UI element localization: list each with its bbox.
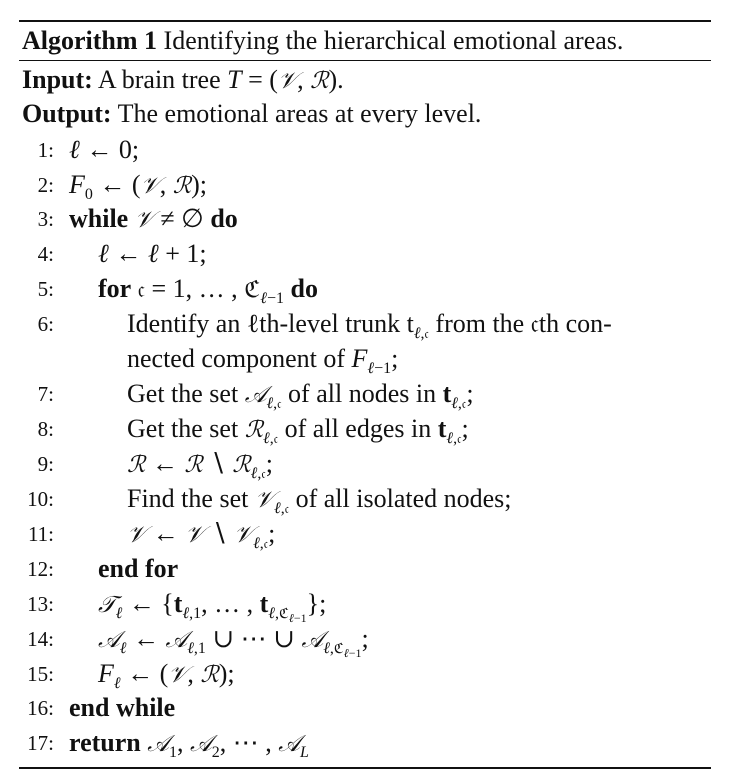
input-tree-symbol: T xyxy=(227,65,242,94)
code-line-7: Get the set 𝒜$_{\ell,𝔠}$ of all nodes in $t_{\ell,𝔠}$; xyxy=(127,379,474,412)
code-line-1: ℓ ← 0; xyxy=(69,135,140,164)
line-number: 7: xyxy=(37,382,54,406)
code-line-16 xyxy=(69,692,175,724)
algorithm-label: Algorithm 1 xyxy=(22,26,158,55)
code-line-14: 𝒜$_\ell$ ← 𝒜$_{\ell,1}$ ∪ ⋯ ∪ 𝒜$_{\ell,ℭ_{\ell-1}}$; xyxy=(98,624,369,660)
input-post: ). xyxy=(328,65,344,94)
line10-text-a: Find the set xyxy=(127,484,249,513)
keyword-return: return xyxy=(69,728,141,757)
keyword-end-while: end while xyxy=(69,693,176,722)
line8-text-b: of all edges in xyxy=(284,414,432,443)
input-v-symbol: 𝒱 xyxy=(277,68,298,94)
line-number: 8: xyxy=(37,417,54,441)
keyword-do: do xyxy=(210,204,238,233)
code-line-9: ℛ ← ℛ ∖ ℛ$_{\ell,𝔠}$; xyxy=(127,449,273,482)
code-line-8: Get the set ℛ$_{\ell,𝔠}$ of all edges in $t_{\ell,𝔠}$; xyxy=(127,414,469,447)
code-line-4: ℓ ← ℓ + 1; xyxy=(98,239,207,268)
line-number: 6: xyxy=(37,312,54,336)
code-line-6-cont: nected component of $F_{\ell-1}$; xyxy=(127,344,399,377)
input-eq: = ( xyxy=(248,65,278,94)
line-number: 10: xyxy=(27,487,54,511)
line8-text-a: Get the set xyxy=(127,414,239,443)
input-label: Input: xyxy=(22,65,93,94)
line-number: 4: xyxy=(37,242,54,266)
line10-text-b: of all isolated nodes; xyxy=(295,484,512,513)
line-number: 11: xyxy=(27,522,54,546)
keyword-while: while xyxy=(69,204,129,233)
line-number: 3: xyxy=(37,207,54,231)
code-line-10: Find the set 𝒱$_{\ell,𝔠}$ of all isolated nodes; xyxy=(127,484,512,517)
line-number: 13: xyxy=(27,592,54,616)
line6-text-a: Identify an ℓth-level trunk t xyxy=(127,309,414,338)
input-line xyxy=(22,64,344,97)
line-number: 5: xyxy=(37,277,54,301)
line6-text-c: nected component of xyxy=(127,344,346,373)
code-line-15: $F_\ell$ ← (𝒱, ℛ); xyxy=(98,659,235,692)
code-line-13: 𝒯$_\ell$ ← {$t_{\ell,1}$, … , $t_{\ell,ℭ_{\ell-1}}$}; xyxy=(98,589,327,625)
code-line-2: $F_0$ ← (𝒱, ℛ); xyxy=(69,170,207,203)
code-line-12 xyxy=(98,553,178,585)
line-number: 9: xyxy=(37,452,54,476)
line-number: 1: xyxy=(37,138,54,162)
keyword-end-for: end for xyxy=(98,554,179,583)
line-number: 2: xyxy=(37,173,54,197)
line-number: 12: xyxy=(27,557,54,581)
line7-text-a: Get the set xyxy=(127,379,239,408)
code-line-5: for 𝔠 = 1, … , ℭ$_{\ell-1}$ do xyxy=(98,274,318,307)
output-text: The emotional areas at every level. xyxy=(117,99,482,128)
line7-text-b: of all nodes in xyxy=(288,379,437,408)
line6-text-b: from the 𝔠th con- xyxy=(435,309,612,338)
line-number: 17: xyxy=(27,731,54,755)
line-number: 16: xyxy=(27,696,54,720)
keyword-do: do xyxy=(290,274,318,303)
caption-rule xyxy=(19,60,711,61)
bottom-rule xyxy=(19,767,711,769)
top-rule xyxy=(19,20,711,22)
input-comma: , xyxy=(297,65,304,94)
code-line-11: 𝒱 ← 𝒱 ∖ 𝒱$_{\ell,𝔠}$; xyxy=(127,519,276,552)
input-text: A brain tree xyxy=(97,65,221,94)
algorithm-caption xyxy=(22,25,623,57)
line-number: 14: xyxy=(27,627,54,651)
output-line xyxy=(22,98,481,130)
line-number: 15: xyxy=(27,662,54,686)
code-line-6: Identify an ℓth-level trunk $t_{\ell,𝔠}$ from the 𝔠th con- xyxy=(127,309,612,342)
code-line-17: return 𝒜$_1$, 𝒜$_2$, ⋯ , 𝒜$_L$ xyxy=(69,728,309,761)
code-line-3: while 𝒱 ≠ ∅ do xyxy=(69,204,238,233)
keyword-for: for xyxy=(98,274,132,303)
algorithm-title: Identifying the hierarchical emotional areas. xyxy=(163,26,624,55)
input-r-symbol: ℛ xyxy=(310,68,329,94)
output-label: Output: xyxy=(22,99,112,128)
